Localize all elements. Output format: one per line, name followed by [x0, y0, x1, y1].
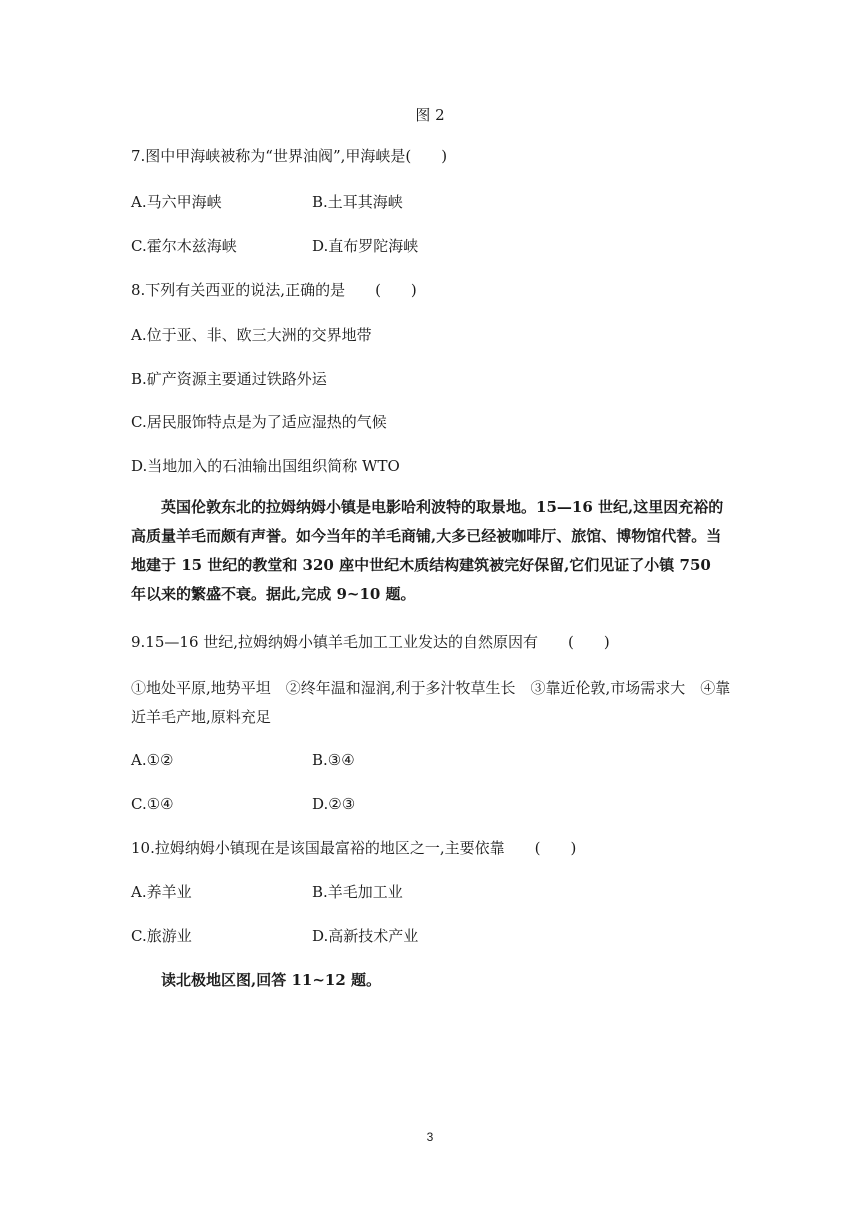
q9-option-b: B.③④: [312, 751, 355, 769]
q10-stem: 10.拉姆纳姆小镇现在是该国最富裕的地区之一,主要依靠 ( ): [131, 839, 577, 857]
q10-option-a: A.养羊业: [131, 883, 192, 901]
q8-option-a: A.位于亚、非、欧三大洲的交界地带: [131, 326, 372, 344]
q8-option-d: D.当地加入的石油输出国组织简称 WTO: [131, 457, 400, 475]
lead-11-12: 读北极地区图,回答 11~12 题。: [161, 971, 381, 989]
q10-option-d: D.高新技术产业: [312, 927, 419, 945]
q9-statements: ①地处平原,地势平坦 ②终年温和湿润,利于多汁牧草生长 ③靠近伦敦,市场需求大 ④靠近羊毛产地,原料充足: [131, 679, 731, 726]
q8-stem: 8.下列有关西亚的说法,正确的是 ( ): [131, 281, 417, 299]
q8-option-b: B.矿产资源主要通过铁路外运: [131, 370, 327, 388]
page-number: 3: [426, 1130, 434, 1144]
q7-option-b: B.土耳其海峡: [312, 193, 403, 211]
q7-option-c: C.霍尔木兹海峡: [131, 237, 237, 255]
q7-option-a: A.马六甲海峡: [131, 193, 222, 211]
q10-option-c: C.旅游业: [131, 927, 192, 945]
q10-option-b: B.羊毛加工业: [312, 883, 403, 901]
reading-passage: 英国伦敦东北的拉姆纳姆小镇是电影哈利波特的取景地。15—16 世纪,这里因充裕的高质量羊毛而颇有声誉。如今当年的羊毛商铺,大多已经被咖啡厅、旅馆、博物馆代替。当地建于 15 世纪的教堂和 320 座中世纪木质结构建筑被完好保留,它们见证了小镇 750 年以来的繁盛不衰。据此,完成 9~10 题。: [131, 498, 724, 603]
figure-caption: 图 2: [415, 106, 445, 124]
q7-stem: 7.图中甲海峡被称为“世界油阀”,甲海峡是( ): [131, 147, 448, 165]
q9-option-a: A.①②: [131, 751, 174, 769]
q9-option-d: D.②③: [312, 795, 356, 813]
q7-option-d: D.直布罗陀海峡: [312, 237, 419, 255]
q9-option-c: C.①④: [131, 795, 174, 813]
q8-option-c: C.居民服饰特点是为了适应湿热的气候: [131, 413, 387, 431]
q9-stem: 9.15—16 世纪,拉姆纳姆小镇羊毛加工工业发达的自然原因有 ( ): [131, 633, 610, 651]
